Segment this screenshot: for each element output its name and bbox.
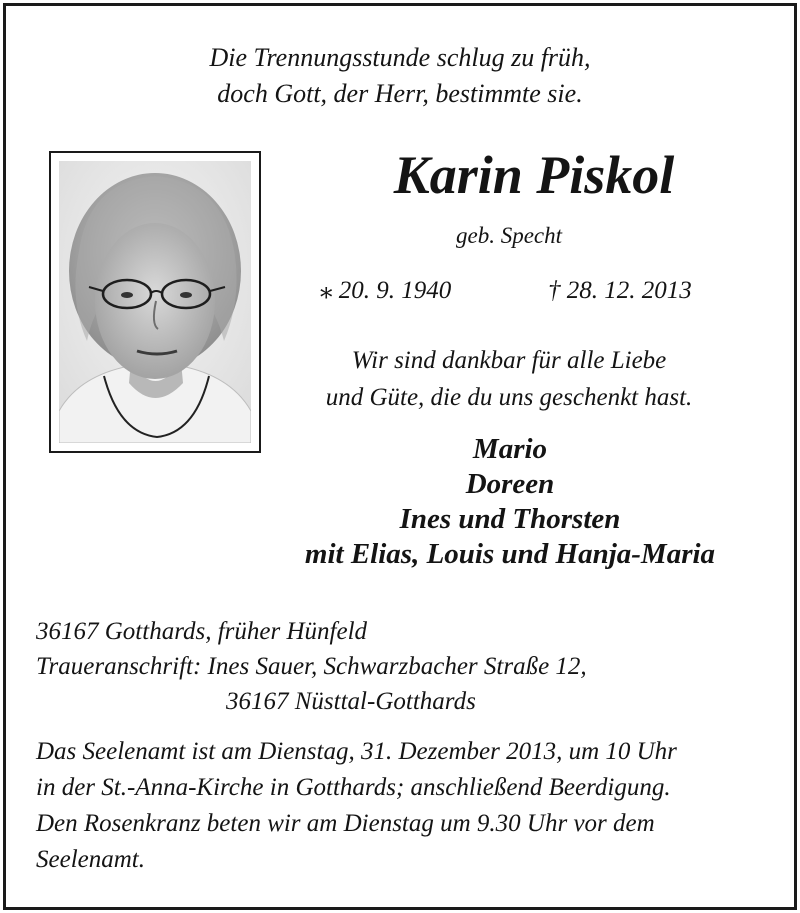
service-line: in der St.-Anna-Kirche in Gotthards; anschließend Beerdigung. (36, 774, 671, 801)
deceased-name: Karin Piskol (393, 145, 675, 205)
mourner-name: Ines und Thorsten (399, 503, 621, 535)
gratitude-line: Wir sind dankbar für alle Liebe (351, 347, 667, 374)
service-line: Seelenamt. (36, 846, 145, 873)
motto-line: Die Trennungsstunde schlug zu früh, (209, 43, 591, 72)
address-block (36, 614, 587, 719)
motto-verse (0, 40, 800, 112)
birth-date: ⁎ 20. 9. 1940 (320, 277, 452, 304)
death-date: † 28. 12. 2013 (548, 277, 692, 304)
address-line: 36167 Gotthards, früher Hünfeld (36, 618, 368, 645)
service-line: Das Seelenamt ist am Dienstag, 31. Dezember 2013, um 10 Uhr (36, 738, 677, 765)
address-line: 36167 Nüsttal-Gotthards (226, 688, 476, 715)
gratitude-verse (276, 342, 742, 416)
gratitude-line: und Güte, die du uns geschenkt hast. (325, 384, 693, 411)
address-line: Traueranschrift: Ines Sauer, Schwarzbacher Straße 12, (36, 653, 587, 680)
portrait-image (59, 161, 251, 443)
mourner-name: Mario (472, 433, 548, 465)
portrait-photo (49, 151, 261, 453)
mourner-name: mit Elias, Louis und Hanja-Maria (304, 538, 716, 570)
maiden-name: geb. Specht (455, 223, 562, 248)
service-info (36, 734, 776, 878)
mourners-list (250, 432, 770, 572)
mourner-name: Doreen (465, 468, 555, 500)
service-line: Den Rosenkranz beten wir am Dienstag um 9.30 Uhr vor dem (36, 810, 655, 837)
motto-line: doch Gott, der Herr, bestimmte sie. (217, 79, 583, 108)
